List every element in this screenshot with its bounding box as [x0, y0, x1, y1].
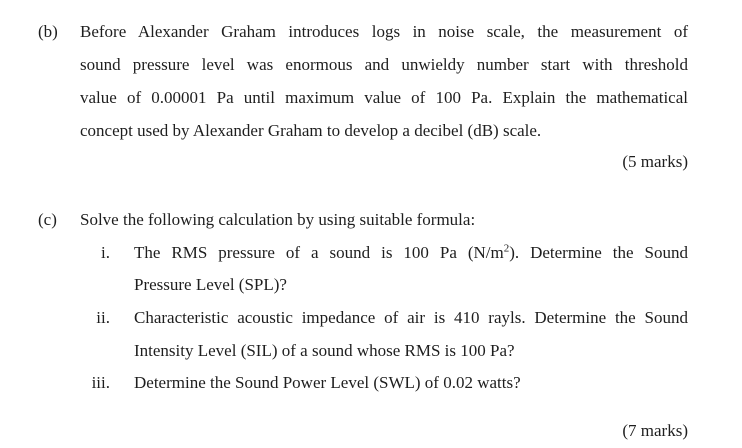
item-i-text-before-sup: The RMS pressure of a sound is 100 Pa (N/m [134, 243, 504, 262]
item-iii-line-1: Determine the Sound Power Level (SWL) of 0.02 watts? [134, 373, 521, 392]
item-iii-numeral: iii. [91, 373, 110, 392]
item-i-line-1 [134, 243, 688, 263]
item-ii-line-1: Characteristic acoustic impedance of air is 410 rayls. Determine the Sound [134, 308, 688, 327]
item-i-text-after-sup: ). Determine the Sound [509, 243, 688, 262]
item-i-line-2: Pressure Level (SPL)? [134, 275, 287, 294]
part-b-marks: (5 marks) [622, 152, 688, 171]
part-b-label: (b) [38, 22, 58, 41]
item-ii-line-2: Intensity Level (SIL) of a sound whose RMS is 100 Pa? [134, 341, 515, 360]
part-c-marks: (7 marks) [622, 421, 688, 440]
part-c-instruction: Solve the following calculation by using suitable formula: [80, 210, 476, 229]
item-i-superscript: 2 [503, 242, 510, 255]
part-b-line-3: value of 0.00001 Pa until maximum value of 100 Pa. Explain the mathematical [80, 88, 688, 107]
part-b-line-1: Before Alexander Graham introduces logs in noise scale, the measurement of [80, 22, 688, 41]
item-i-numeral: i. [101, 243, 110, 262]
part-b-line-4: concept used by Alexander Graham to develop a decibel (dB) scale. [80, 121, 542, 140]
part-c-label: (c) [38, 210, 57, 229]
part-b-line-2: sound pressure level was enormous and unwieldy number start with threshold [80, 55, 688, 74]
item-ii-numeral: ii. [96, 308, 110, 327]
